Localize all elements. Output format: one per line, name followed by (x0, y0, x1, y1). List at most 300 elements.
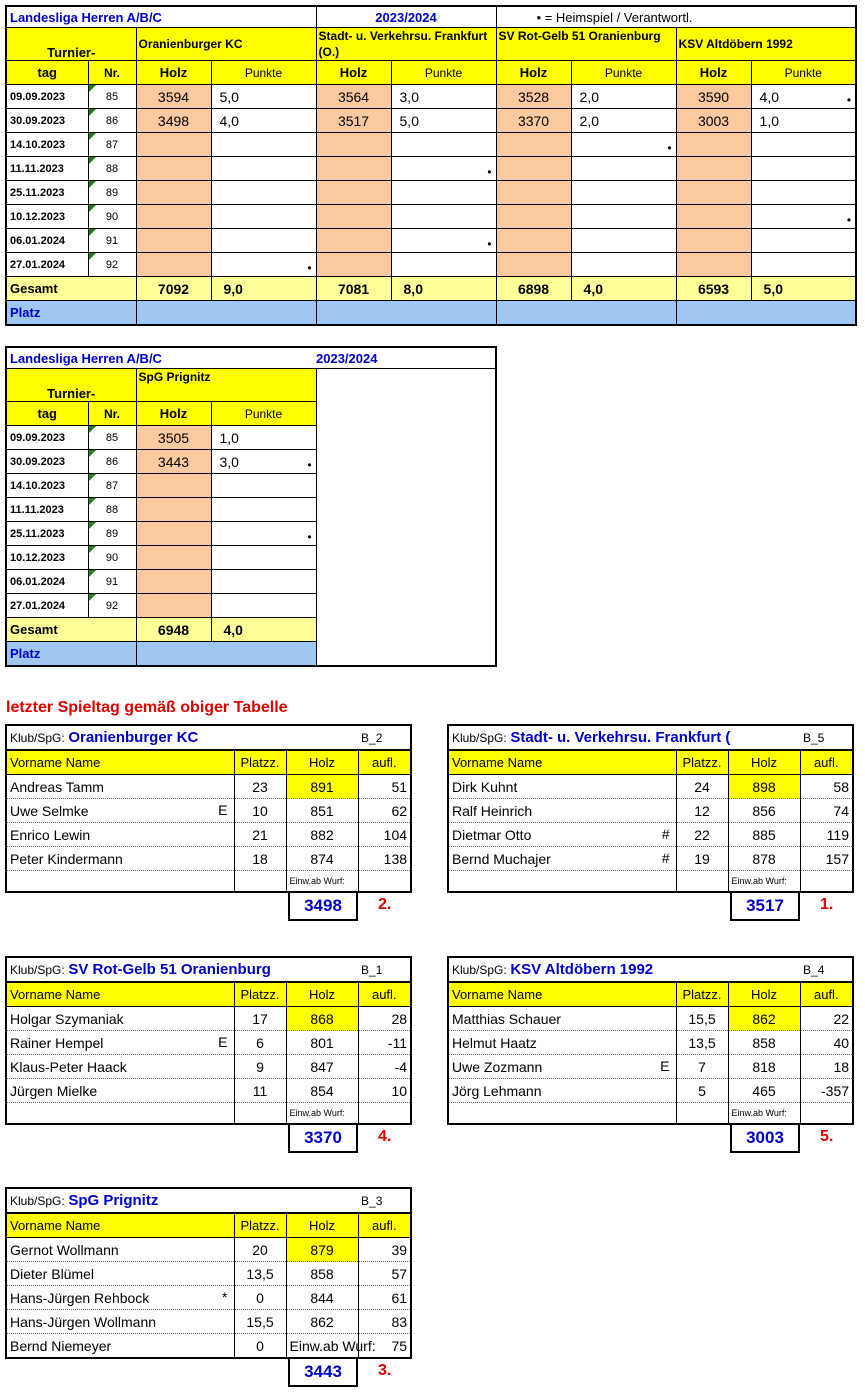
round-number: 87 (88, 133, 136, 157)
club-label: Klub/SpG: (10, 731, 65, 745)
platz-cell (136, 642, 316, 667)
round-row (6, 133, 856, 157)
player-name: Jürgen Mielke (10, 1082, 98, 1099)
einw-row (6, 871, 411, 893)
einw-label: Einw.ab Wurf: (286, 1103, 358, 1125)
team-card (447, 956, 852, 1147)
holz-header: Holz (728, 982, 800, 1007)
round-row (6, 570, 496, 594)
holz-header: Holz (676, 61, 751, 85)
league-title: Landesliga Herren A/B/C (6, 347, 316, 369)
holz-value (136, 546, 211, 570)
round-date: 06.01.2024 (6, 229, 88, 253)
league-table-main (5, 5, 857, 326)
round-date: 10.12.2023 (6, 546, 88, 570)
comment-marker-icon (89, 450, 96, 457)
holz-header: Holz (286, 982, 358, 1007)
round-date: 30.09.2023 (6, 450, 88, 474)
player-aufl: 28 (358, 1007, 411, 1031)
platz-cell (316, 301, 496, 326)
club-label: Klub/SpG: (10, 1194, 65, 1208)
player-row (448, 775, 853, 799)
round-number: 87 (88, 474, 136, 498)
holz-value (676, 133, 751, 157)
team-card (5, 724, 410, 915)
round-row (6, 522, 496, 546)
holz-value (316, 253, 391, 277)
club-name: Stadt- u. Verkehrsu. Frankfurt ( (510, 729, 731, 746)
league-table-prignitz (5, 346, 497, 667)
round-row (6, 426, 496, 450)
round-date: 14.10.2023 (6, 133, 88, 157)
holz-value (676, 157, 751, 181)
home-game-dot-icon: • (307, 458, 312, 472)
punkte-value: 2,0 (571, 85, 676, 109)
comment-marker-icon (89, 229, 96, 236)
round-row (6, 253, 856, 277)
punkte-value: 3,0 (391, 85, 496, 109)
punkte-value: 4,0 • (751, 85, 856, 109)
round-row (6, 85, 856, 109)
player-holz: 874 (286, 847, 358, 871)
player-row (448, 1055, 853, 1079)
player-name: Bernd Niemeyer (6, 1334, 234, 1359)
player-row (448, 823, 853, 847)
round-date: 11.11.2023 (6, 498, 88, 522)
platzz-header: Platzz. (676, 982, 728, 1007)
holz-value: 3498 (136, 109, 211, 133)
player-aufl: -357 (800, 1079, 853, 1103)
player-holz: 818 (728, 1055, 800, 1079)
player-row (6, 823, 411, 847)
punkte-value (211, 474, 316, 498)
comment-marker-icon (89, 205, 96, 212)
punkte-value: 5,0 (391, 109, 496, 133)
player-platz: 22 (676, 823, 728, 847)
player-mark: E (660, 1058, 670, 1074)
holz-value (136, 133, 211, 157)
player-aufl: -11 (358, 1031, 411, 1055)
league-legend: • = Heimspiel / Verantwortl. (496, 6, 856, 28)
player-aufl: 22 (800, 1007, 853, 1031)
einw-label: Einw.ab Wurf: (286, 871, 358, 893)
holz-value: 3443 (136, 450, 211, 474)
round-row (6, 498, 496, 522)
player-aufl: 75 (391, 1337, 408, 1354)
holz-header: Holz (136, 61, 211, 85)
player-platz: 23 (234, 775, 286, 799)
player-row (6, 1238, 411, 1262)
holz-value (676, 253, 751, 277)
name-header: Vorname Name (6, 1213, 234, 1238)
aufl-header: aufl. (358, 1213, 411, 1238)
league-title: Landesliga Herren A/B/C (6, 6, 316, 28)
player-name: Bernd Muchajer (452, 850, 551, 867)
holz-header: Holz (496, 61, 571, 85)
player-holz: 878 (728, 847, 800, 871)
punkte-value: 2,0 (571, 109, 676, 133)
player-name: Jörg Lehmann (452, 1082, 542, 1099)
platz-label: Platz (6, 642, 136, 667)
turnier-label: Turnier- (6, 369, 136, 402)
home-game-dot-icon: • (846, 93, 852, 107)
round-date: 10.12.2023 (6, 205, 88, 229)
holz-value: 3528 (496, 85, 571, 109)
holz-value (136, 570, 211, 594)
total-punkte: 9,0 (211, 277, 316, 301)
holz-header: Holz (286, 750, 358, 775)
home-game-dot-icon: • (487, 237, 492, 251)
player-holz: 858 (286, 1262, 358, 1286)
player-holz: 854 (286, 1079, 358, 1103)
player-holz: 856 (728, 799, 800, 823)
punkte-value (211, 157, 316, 181)
player-platz: 17 (234, 1007, 286, 1031)
holz-value (136, 181, 211, 205)
round-date: 25.11.2023 (6, 522, 88, 546)
player-mark: # (661, 850, 670, 866)
team-name: SpG Prignitz (136, 369, 316, 402)
player-name: Uwe Selmke (10, 802, 89, 819)
holz-header: Holz (286, 1213, 358, 1238)
punkte-value (391, 229, 496, 253)
player-holz: 465 (728, 1079, 800, 1103)
team-name: SV Rot-Gelb 51 Oranienburg (496, 28, 676, 61)
total-holz: 6948 (136, 618, 211, 642)
player-platz: 0 (234, 1334, 286, 1359)
round-date: 06.01.2024 (6, 570, 88, 594)
round-number: 91 (88, 229, 136, 253)
club-label: Klub/SpG: (10, 963, 65, 977)
holz-value (316, 229, 391, 253)
player-name: Klaus-Peter Haack (10, 1058, 127, 1075)
punkte-value (211, 253, 316, 277)
punkte-value: 1,0 (751, 109, 856, 133)
player-platz: 7 (676, 1055, 728, 1079)
team-total-score: 3443 (288, 1357, 358, 1387)
player-platz: 9 (234, 1055, 286, 1079)
holz-value (496, 157, 571, 181)
home-game-dot-icon: • (307, 530, 312, 544)
player-name: Helmut Haatz (452, 1034, 537, 1051)
player-row (448, 1007, 853, 1031)
player-mark: E (218, 1034, 228, 1050)
player-platz: 24 (676, 775, 728, 799)
holz-value (316, 181, 391, 205)
name-header: Vorname Name (448, 750, 676, 775)
player-name: Andreas Tamm (10, 778, 104, 795)
team-rank: 4. (378, 1128, 392, 1145)
punkte-value: 5,0 (211, 85, 316, 109)
punkte-header: Punkte (211, 402, 316, 426)
punkte-header: Punkte (391, 61, 496, 85)
round-number: 92 (88, 594, 136, 618)
club-name: Oranienburger KC (68, 729, 199, 746)
team-rank: 1. (820, 896, 834, 913)
lane-label: B_3 (358, 1188, 411, 1213)
player-platz: 19 (676, 847, 728, 871)
round-row (6, 229, 856, 253)
club-name: SpG Prignitz (68, 1192, 159, 1209)
league-season: 2023/2024 (316, 6, 496, 28)
total-punkte: 4,0 (571, 277, 676, 301)
total-holz: 7081 (316, 277, 391, 301)
player-aufl: 18 (800, 1055, 853, 1079)
team-name: Oranienburger KC (136, 28, 316, 61)
team-total-score: 3003 (730, 1123, 800, 1153)
player-row (6, 1007, 411, 1031)
round-date: 11.11.2023 (6, 157, 88, 181)
round-row (6, 181, 856, 205)
club-label: Klub/SpG: (452, 731, 507, 745)
platzz-header: Platzz. (234, 750, 286, 775)
holz-value (136, 474, 211, 498)
player-holz: 847 (286, 1055, 358, 1079)
player-row (6, 847, 411, 871)
player-row (448, 1031, 853, 1055)
round-row (6, 109, 856, 133)
nr-label: Nr. (88, 61, 136, 85)
player-aufl: 62 (358, 799, 411, 823)
player-holz: 862 (286, 1310, 358, 1334)
round-row (6, 546, 496, 570)
player-row (448, 1079, 853, 1103)
name-header: Vorname Name (6, 750, 234, 775)
team-name: KSV Altdöbern 1992 (676, 28, 856, 61)
player-holz: 862 (728, 1007, 800, 1031)
comment-marker-icon (89, 157, 96, 164)
platzz-header: Platzz. (234, 1213, 286, 1238)
player-table (447, 956, 854, 1125)
punkte-value (751, 229, 856, 253)
holz-value (496, 181, 571, 205)
round-number: 88 (88, 157, 136, 181)
player-mark: E (218, 802, 228, 818)
punkte-value (571, 157, 676, 181)
team-card (5, 956, 410, 1147)
player-platz: 15,5 (676, 1007, 728, 1031)
player-holz: 858 (728, 1031, 800, 1055)
comment-marker-icon (89, 474, 96, 481)
holz-value (136, 229, 211, 253)
holz-value (316, 133, 391, 157)
player-aufl: 58 (800, 775, 853, 799)
holz-header: Holz (316, 61, 391, 85)
holz-value (136, 594, 211, 618)
punkte-value (211, 229, 316, 253)
aufl-header: aufl. (358, 982, 411, 1007)
platz-cell (136, 301, 316, 326)
aufl-header: aufl. (800, 750, 853, 775)
einw-row (448, 871, 853, 893)
round-date: 09.09.2023 (6, 85, 88, 109)
round-date: 27.01.2024 (6, 594, 88, 618)
holz-value (496, 229, 571, 253)
round-date: 30.09.2023 (6, 109, 88, 133)
team-card (5, 1187, 410, 1381)
holz-value (136, 205, 211, 229)
comment-marker-icon (89, 594, 96, 601)
player-name: Matthias Schauer (452, 1010, 561, 1027)
comment-marker-icon (89, 85, 96, 92)
platzz-header: Platzz. (676, 750, 728, 775)
player-row (6, 775, 411, 799)
player-platz: 12 (676, 799, 728, 823)
player-holz: 801 (286, 1031, 358, 1055)
punkte-value (211, 181, 316, 205)
total-punkte: 5,0 (751, 277, 856, 301)
punkte-header: Punkte (751, 61, 856, 85)
player-platz: 5 (676, 1079, 728, 1103)
player-name: Holgar Szymaniak (10, 1010, 124, 1027)
player-platz: 10 (234, 799, 286, 823)
punkte-value (391, 253, 496, 277)
player-holz: 844 (286, 1286, 358, 1310)
player-name: Dietmar Otto (452, 826, 532, 843)
holz-value: 3370 (496, 109, 571, 133)
platz-cell (676, 301, 856, 326)
holz-value (496, 253, 571, 277)
round-date: 27.01.2024 (6, 253, 88, 277)
punkte-value (211, 133, 316, 157)
round-number: 88 (88, 498, 136, 522)
gesamt-label: Gesamt (6, 277, 136, 301)
gesamt-label: Gesamt (6, 618, 136, 642)
punkte-value (751, 133, 856, 157)
home-game-dot-icon: • (307, 261, 312, 275)
league-season: 2023/2024 (316, 347, 496, 369)
punkte-value (751, 253, 856, 277)
nr-label: Nr. (88, 402, 136, 426)
player-aufl: 74 (800, 799, 853, 823)
einw-label: Einw.ab Wurf: (728, 1103, 800, 1125)
punkte-value (571, 181, 676, 205)
round-number: 86 (88, 450, 136, 474)
player-name: Enrico Lewin (10, 826, 91, 843)
player-aufl: 138 (358, 847, 411, 871)
player-name: Hans-Jürgen Wollmann (10, 1313, 157, 1330)
round-row (6, 157, 856, 181)
round-number: 90 (88, 546, 136, 570)
punkte-value (751, 181, 856, 205)
comment-marker-icon (89, 522, 96, 529)
player-table (5, 956, 412, 1125)
punkte-value (391, 205, 496, 229)
player-platz: 18 (234, 847, 286, 871)
holz-value (676, 229, 751, 253)
punkte-value (391, 181, 496, 205)
name-header: Vorname Name (6, 982, 234, 1007)
holz-value (316, 157, 391, 181)
punkte-value (571, 229, 676, 253)
punkte-value (751, 205, 856, 229)
player-aufl: 51 (358, 775, 411, 799)
round-number: 85 (88, 85, 136, 109)
player-holz: 898 (728, 775, 800, 799)
round-date: 25.11.2023 (6, 181, 88, 205)
holz-value: 3590 (676, 85, 751, 109)
punkte-value (211, 522, 316, 546)
player-aufl: 83 (358, 1310, 411, 1334)
round-number: 86 (88, 109, 136, 133)
player-row (6, 1262, 411, 1286)
holz-header: Holz (136, 402, 211, 426)
home-game-dot-icon: • (487, 165, 492, 179)
total-punkte: 4,0 (211, 618, 316, 642)
aufl-header: aufl. (800, 982, 853, 1007)
einw-row (6, 1103, 411, 1125)
round-date: 14.10.2023 (6, 474, 88, 498)
punkte-value (211, 205, 316, 229)
punkte-value: 3,0 • (211, 450, 316, 474)
player-aufl: 104 (358, 823, 411, 847)
total-punkte: 8,0 (391, 277, 496, 301)
lane-label: B_5 (800, 725, 853, 750)
comment-marker-icon (89, 181, 96, 188)
total-holz: 7092 (136, 277, 211, 301)
holz-value (316, 205, 391, 229)
aufl-header: aufl. (358, 750, 411, 775)
punkte-value (211, 498, 316, 522)
player-name: Rainer Hempel (10, 1034, 104, 1051)
player-row (6, 1055, 411, 1079)
holz-header: Holz (728, 750, 800, 775)
punkte-value (211, 570, 316, 594)
team-rank: 2. (378, 896, 392, 913)
punkte-value (211, 546, 316, 570)
home-game-dot-icon: • (667, 141, 672, 155)
lane-label: B_2 (358, 725, 411, 750)
player-holz: 882 (286, 823, 358, 847)
total-holz: 6593 (676, 277, 751, 301)
holz-value: 3003 (676, 109, 751, 133)
player-row (448, 847, 853, 871)
comment-marker-icon (89, 570, 96, 577)
holz-value (136, 522, 211, 546)
platz-label: Platz (6, 301, 136, 326)
lane-label: B_1 (358, 957, 411, 982)
round-number: 89 (88, 181, 136, 205)
player-aufl: -4 (358, 1055, 411, 1079)
player-platz: 0 (234, 1286, 286, 1310)
lane-label: B_4 (800, 957, 853, 982)
player-name: Ralf Heinrich (452, 802, 533, 819)
holz-value: 3564 (316, 85, 391, 109)
player-table (5, 724, 412, 893)
player-platz: 13,5 (234, 1262, 286, 1286)
punkte-value (391, 133, 496, 157)
player-aufl: 61 (358, 1286, 411, 1310)
punkte-value (571, 205, 676, 229)
comment-marker-icon (89, 109, 96, 116)
team-total-score: 3370 (288, 1123, 358, 1153)
player-holz: 885 (728, 823, 800, 847)
player-row (6, 1334, 411, 1359)
comment-marker-icon (89, 498, 96, 505)
round-row (6, 205, 856, 229)
section-heading: letzter Spieltag gemäß obiger Tabelle (6, 699, 288, 716)
player-platz: 6 (234, 1031, 286, 1055)
player-name: Hans-Jürgen Rehbock (10, 1289, 150, 1306)
round-row (6, 594, 496, 618)
tag-label: tag (6, 402, 88, 426)
club-name: SV Rot-Gelb 51 Oranienburg (68, 961, 271, 978)
team-rank: 3. (378, 1362, 392, 1379)
player-name: Uwe Zozmann (452, 1058, 543, 1075)
holz-value: 3517 (316, 109, 391, 133)
home-game-dot-icon: • (846, 213, 852, 227)
holz-value (136, 498, 211, 522)
